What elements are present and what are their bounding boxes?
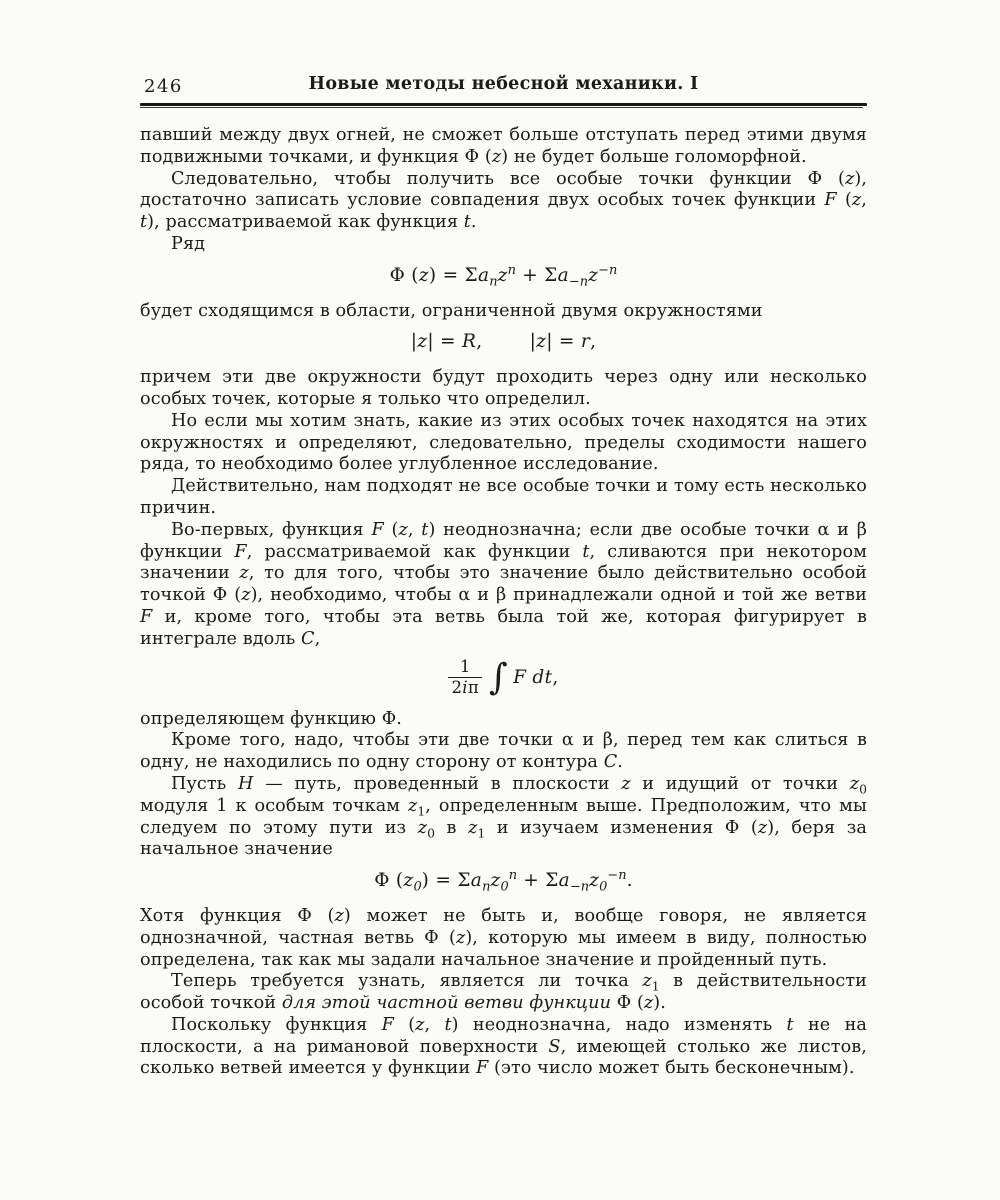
fraction-numerator: 1 [459,656,471,676]
paragraph: Следовательно, чтобы получить все особые точки функции Φ (z), достаточно записать условие совпадения двух особых точек функции F (z, t), рассматриваемой как функция t. [140,168,867,233]
paragraph: павший между двух огней, не сможет больше отступать перед этими двумя подвижными точками, и функция Φ (z) не будет больше голоморфной. [140,125,867,167]
fraction [448,656,482,698]
running-title: Новые методы небесной механики. I [308,74,699,94]
display-formula: |z| = R, |z| = r, [410,331,597,353]
paragraph: Пусть H — путь, проведенный в плоскости z и идущий от точки $z_0$ модуля 1 к особым точкам $z_1$, определенным выше. Предположим, что мы следуем по этому пути из $z_0$ в $z_1$ и изучаем изменения Φ (z), беря за начальное значение [140,773,868,860]
paragraph: Но если мы хотим знать, какие из этих особых точек находятся на этих окружностях и определяют, следовательно, пределы сходимости нашего ряда, то необходимо более углубленное исследование. [140,410,867,475]
paragraph: причем эти две окружности будут проходить через одну или несколько особых точек, которые я только что определил. [140,367,867,409]
header-rule-thin [140,107,863,108]
page-header [140,74,867,99]
page-number: 246 [144,76,183,97]
fraction-denominator: 2iπ [448,677,482,697]
text-column [140,125,867,1080]
paragraph: Действительно, нам подходят не все особые точки и тому есть несколько причин. [140,476,867,518]
header-rule [140,103,867,108]
paragraph: Хотя функция Φ (z) может не быть и, вообще говоря, не является однозначной, частная ветвь Φ (z), которую мы имеем в виду, полностью определена, так как мы задали начальное значение и пройденный путь. [140,905,867,970]
display-formula: Φ $(z_0) = \Sigma a_nz_0^n + \Sigma a_{-n}z_0^{-n}$. [374,867,633,895]
page-column [140,74,867,1080]
integral-sign-icon: ∫ [489,657,509,699]
paragraph: Ряд [171,233,206,254]
display-formula: Φ $(z) = \Sigma a_nz^n + \Sigma a_{-n}z^{-n}$ [389,262,618,290]
paragraph: Поскольку функция F (z, t) неоднозначна, надо изменять t не на плоскости, а на римановой поверхности S, имеющей столько же листов, сколько ветвей имеется у функции F (это число может быть бесконечным). [140,1014,867,1079]
paragraph: будет сходящимся в области, ограниченной двумя окружностями [140,300,763,321]
paragraph: Кроме того, надо, чтобы эти две точки α и β, перед тем как слиться в одну, не находились по одну сторону от контура C. [140,730,867,773]
paragraph: Теперь требуется узнать, является ли точка $z_1$ в действительности особой точкой для этой частной ветви функции Φ (z). [140,971,867,1014]
integrand: F dt, [513,666,559,688]
display-formula-integral [140,656,867,699]
paragraph: определяющем функцию Φ. [140,708,402,729]
paragraph: Во-первых, функция F (z, t) неоднозначна; если две особые точки α и β функции F, рассматриваемой как функции t, сливаются при некотором значении z, то для того, чтобы это значение было действительно особой точкой Φ (z), необходимо, чтобы α и β принадлежали одной и той же ветви F и, кроме того, чтобы эта ветвь была той же, которая фигурирует в интеграле вдоль C, [140,519,867,649]
header-rule-thick [140,103,867,106]
